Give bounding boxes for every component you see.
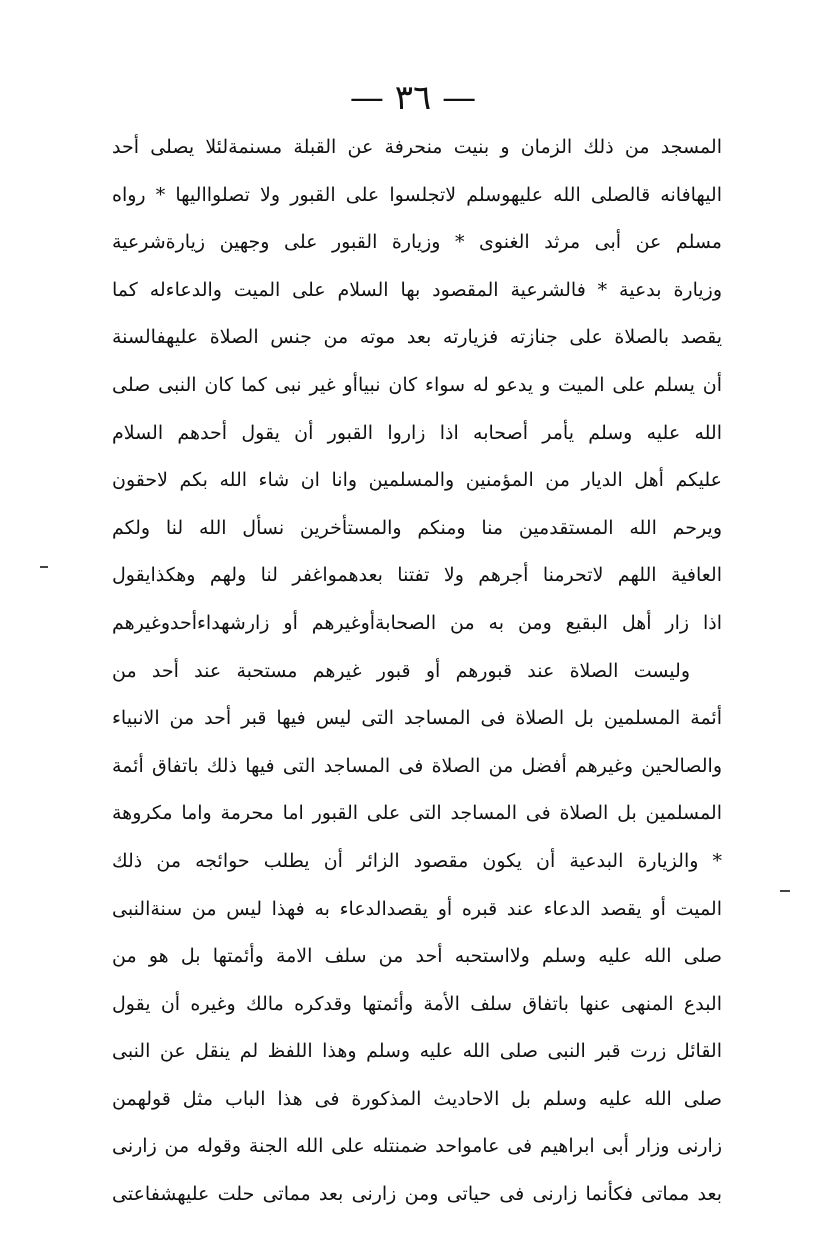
text-line-5: يقصد بالصلاة على جنازته فزيارته بعد موته من جنس الصلاة عليهفالسنة <box>112 326 722 349</box>
text-line-15: المسلمين بل الصلاة فى المساجد التى على القبور اما محرمة واما مكروهة <box>112 802 722 825</box>
text-line-18: صلى الله عليه وسلم ولااستحبه أحد من سلف الامة وأئمتها بل هو من <box>112 945 722 968</box>
text-line-16: * والزيارة البدعية أن يكون مقصود الزائر أن يطلب حوائجه من ذلك <box>112 849 722 872</box>
text-line-21: صلى الله عليه وسلم بل الاحاديث المذكورة فى هذا الباب مثل قولهمن <box>112 1087 722 1110</box>
text-line-11: اذا زار أهل البقيع ومن به من الصحابةأوغيرهم أو زارشهداءأحدوغيرهم <box>112 611 722 634</box>
text-line-13: أئمة المسلمين بل الصلاة فى المساجد التى ليس فيها قبر أحد من الانبياء <box>112 707 722 730</box>
text-line-12: وليست الصلاة عند قبورهم أو قبور غيرهم مستحبة عند أحد من <box>112 659 690 682</box>
body-text <box>112 124 722 1219</box>
text-line-10: العافية اللهم لاتحرمنا أجرهم ولا تفتنا بعدهمواغفر لنا ولهم وهكذايقول <box>112 564 722 587</box>
text-line-17: الميت أو يقصد الدعاء عند قبره أو يقصدالدعاء به فهذا ليس من سنةالنبى <box>112 897 722 920</box>
text-line-4: وزيارة بدعية * فالشرعية المقصود بها السلام على الميت والدعاءله كما <box>112 278 722 301</box>
margin-mark <box>780 890 790 892</box>
text-line-8: عليكم أهل الديار من المؤمنين والمسلمين وانا ان شاء الله بكم لاحقون <box>112 469 722 492</box>
margin-mark <box>40 566 48 568</box>
text-line-2: اليهافانه قالصلى الله عليهوسلم لاتجلسوا على القبور ولا تصلوااليها * رواه <box>112 183 722 206</box>
text-line-19: البدع المنهى عنها باتفاق سلف الأمة وأئمتها وقدكره مالك وغيره أن يقول <box>112 992 722 1015</box>
page-number: — ٣٦ — <box>349 78 477 118</box>
text-line-23: بعد مماتى فكأنما زارنى فى حياتى ومن زارنى بعد مماتى حلت عليهشفاعتى <box>112 1183 722 1206</box>
text-line-7: الله عليه وسلم يأمر أصحابه اذا زاروا القبور أن يقول أحدهم السلام <box>112 421 722 444</box>
text-line-3: مسلم عن أبى مرثد الغنوى * وزيارة القبور على وجهين زيارةشرعية <box>112 231 722 254</box>
text-line-20: القائل زرت قبر النبى صلى الله عليه وسلم وهذا اللفظ لم ينقل عن النبى <box>112 1040 722 1063</box>
text-line-9: ويرحم الله المستقدمين منا ومنكم والمستأخرين نسأل الله لنا ولكم <box>112 516 722 539</box>
text-line-14: والصالحين وغيرهم أفضل من الصلاة فى المساجد التى فيها ذلك باتفاق أئمة <box>112 754 722 777</box>
text-line-22: زارنى وزار أبى ابراهيم فى عامواحد ضمنتله على الله الجنة وقوله من زارنى <box>112 1135 722 1158</box>
text-line-1: المسجد من ذلك الزمان و بنيت منحرفة عن القبلة مسنمةلئلا يصلى أحد <box>112 136 722 158</box>
text-line-6: أن يسلم على الميت و يدعو له سواء كان نبياأو غير نبى كما كان النبى صلى <box>112 373 722 396</box>
